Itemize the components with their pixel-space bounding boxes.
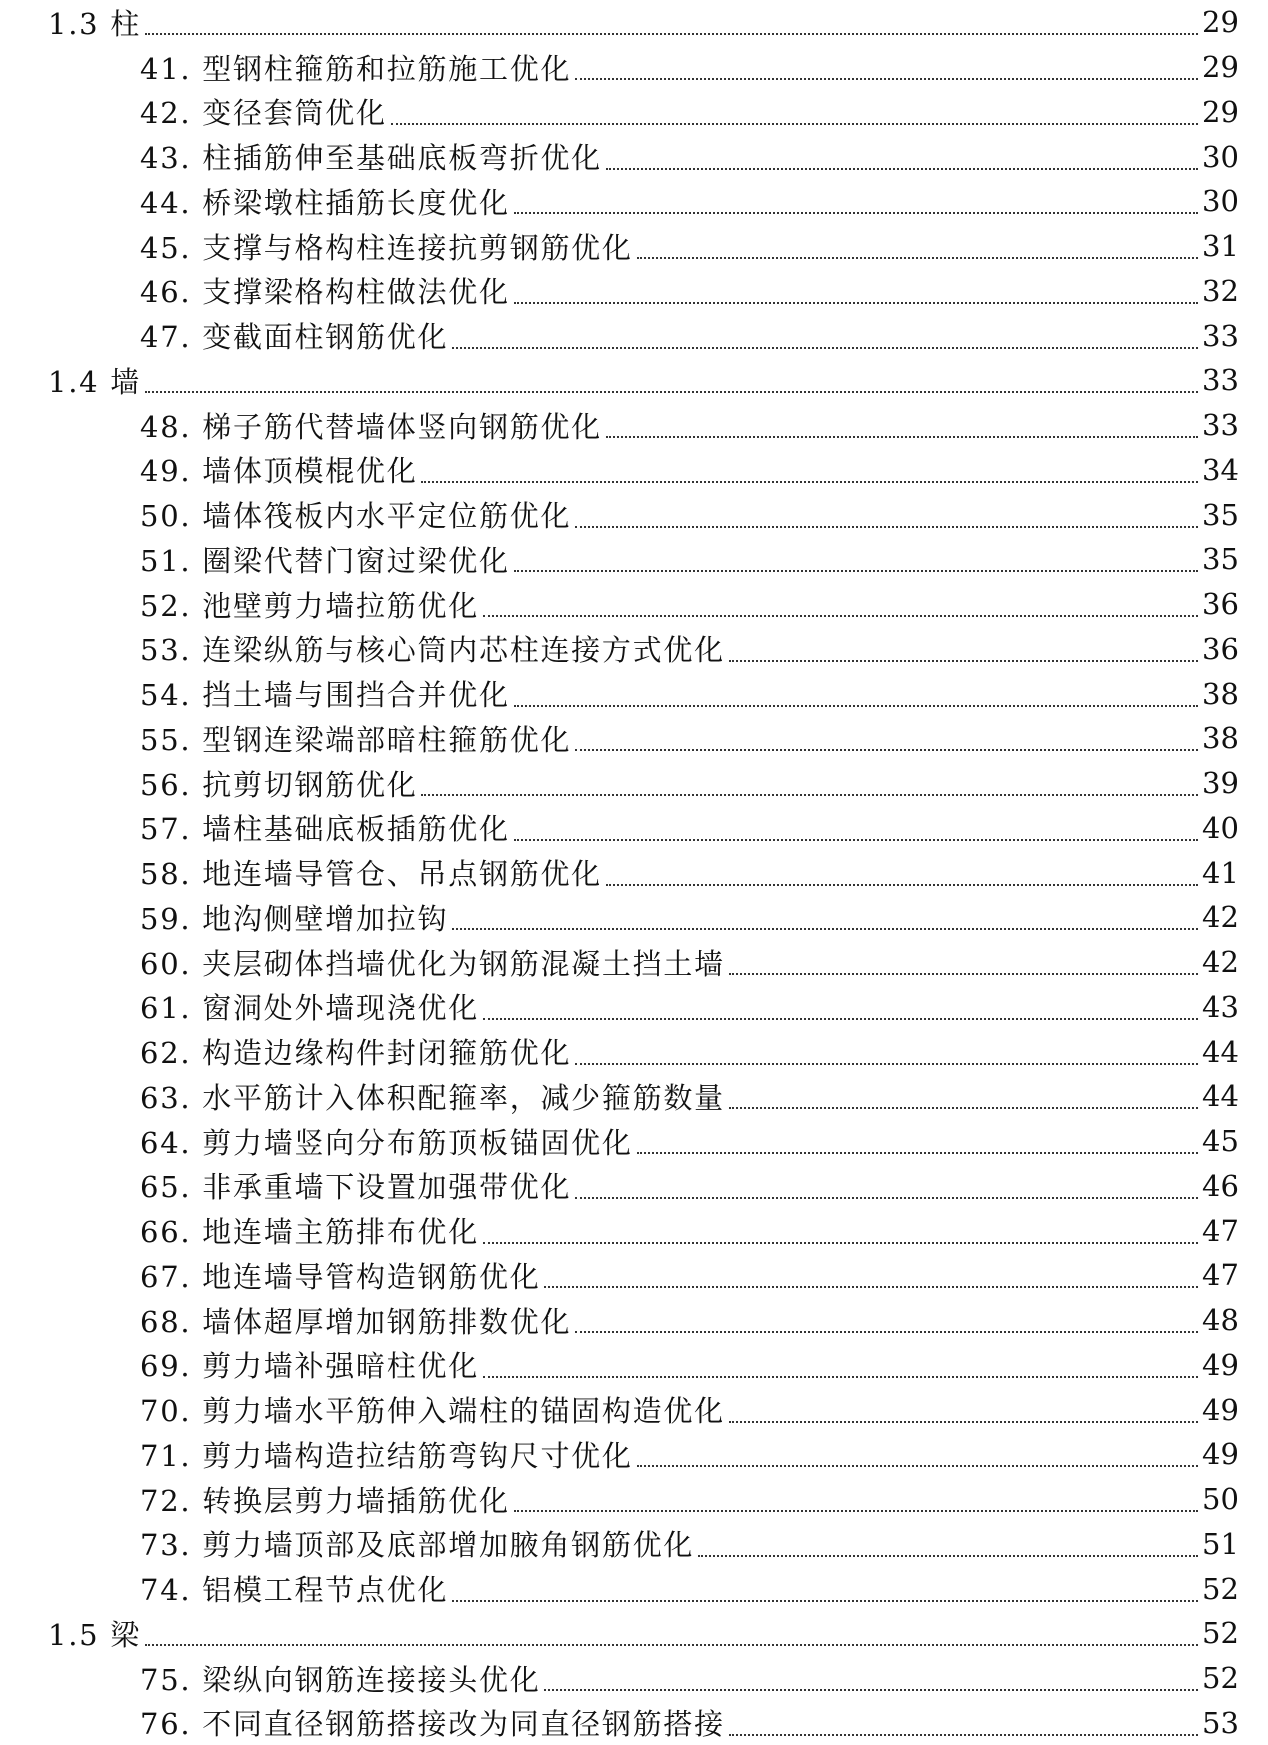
toc-page-number: 53 (1202, 1706, 1238, 1740)
toc-page-number: 36 (1202, 632, 1238, 666)
dot-leader (421, 457, 1198, 483)
toc-page-number: 44 (1202, 1035, 1238, 1069)
toc-page-number: 29 (1202, 50, 1238, 84)
toc-page-number: 38 (1202, 721, 1238, 755)
dot-leader (729, 1397, 1198, 1423)
toc-page-number: 42 (1202, 945, 1238, 979)
toc-item-entry[interactable] (0, 403, 1268, 448)
toc-page-number: 48 (1202, 1303, 1238, 1337)
toc-item-entry[interactable] (0, 1074, 1268, 1119)
toc-section-entry[interactable] (0, 1611, 1268, 1656)
toc-entry-title: 45. 支撑与格构柱连接抗剪钢筋优化 (140, 226, 633, 267)
dot-leader (452, 1576, 1198, 1602)
toc-item-entry[interactable] (0, 1566, 1268, 1611)
toc-item-entry[interactable] (0, 492, 1268, 537)
toc-item-entry[interactable] (0, 1208, 1268, 1253)
toc-item-entry[interactable] (0, 985, 1268, 1030)
toc-item-entry[interactable] (0, 671, 1268, 716)
dot-leader (145, 9, 1198, 35)
toc-entry-title: 48. 梯子筋代替墙体竖向钢筋优化 (140, 405, 602, 446)
toc-entry-title: 69. 剪力墙补强暗柱优化 (140, 1344, 479, 1385)
dot-leader (514, 188, 1198, 214)
dot-leader (483, 591, 1198, 617)
dot-leader (575, 1039, 1198, 1065)
toc-page-number: 33 (1202, 363, 1238, 397)
toc-page-number: 50 (1202, 1482, 1238, 1516)
toc-item-entry[interactable] (0, 627, 1268, 672)
toc-item-entry[interactable] (0, 1029, 1268, 1074)
toc-entry-title: 41. 型钢柱箍筋和拉筋施工优化 (140, 47, 571, 88)
toc-page-number: 32 (1202, 274, 1238, 308)
toc-entry-title: 51. 圈梁代替门窗过梁优化 (140, 539, 510, 580)
toc-page-number: 43 (1202, 990, 1238, 1024)
toc-item-entry[interactable] (0, 90, 1268, 135)
toc-page-number: 49 (1202, 1348, 1238, 1382)
toc-item-entry[interactable] (0, 179, 1268, 224)
toc-item-entry[interactable] (0, 1343, 1268, 1388)
dot-leader (575, 54, 1198, 80)
dot-leader (514, 1486, 1198, 1512)
dot-leader (637, 1128, 1198, 1154)
toc-entry-title: 64. 剪力墙竖向分布筋顶板锚固优化 (140, 1121, 633, 1162)
dot-leader (606, 860, 1198, 886)
toc-entry-title: 49. 墙体顶模棍优化 (140, 449, 417, 490)
dot-leader (729, 636, 1198, 662)
toc-item-entry[interactable] (0, 761, 1268, 806)
toc-page-number: 29 (1202, 5, 1238, 39)
dot-leader (145, 1620, 1198, 1646)
toc-item-entry[interactable] (0, 45, 1268, 90)
toc-page-number: 29 (1202, 95, 1238, 129)
toc-entry-title: 47. 变截面柱钢筋优化 (140, 315, 448, 356)
toc-entry-title: 63. 水平筋计入体积配箍率，减少箍筋数量 (140, 1076, 725, 1117)
dot-leader (514, 681, 1198, 707)
toc-section-entry[interactable] (0, 358, 1268, 403)
toc-section-entry[interactable] (0, 0, 1268, 45)
toc-item-entry[interactable] (0, 1253, 1268, 1298)
toc-page-number: 36 (1202, 587, 1238, 621)
dot-leader (514, 546, 1198, 572)
dot-leader (729, 1083, 1198, 1109)
toc-entry-title: 50. 墙体筏板内水平定位筋优化 (140, 494, 571, 535)
toc-entry-title: 59. 地沟侧壁增加拉钩 (140, 897, 448, 938)
toc-page-number: 30 (1202, 184, 1238, 218)
toc-item-entry[interactable] (0, 1119, 1268, 1164)
toc-item-entry[interactable] (0, 1522, 1268, 1567)
toc-entry-title: 65. 非承重墙下设置加强带优化 (140, 1165, 571, 1206)
toc-page-number: 52 (1202, 1616, 1238, 1650)
toc-page-number: 40 (1202, 811, 1238, 845)
toc-item-entry[interactable] (0, 1701, 1268, 1745)
dot-leader (575, 1173, 1198, 1199)
toc-entry-title: 46. 支撑梁格构柱做法优化 (140, 270, 510, 311)
dot-leader (575, 502, 1198, 528)
toc-page-number: 45 (1202, 1124, 1238, 1158)
toc-item-entry[interactable] (0, 537, 1268, 582)
dot-leader (637, 233, 1198, 259)
toc-page-number: 51 (1202, 1527, 1238, 1561)
toc-entry-title: 52. 池壁剪力墙拉筋优化 (140, 584, 479, 625)
toc-item-entry[interactable] (0, 224, 1268, 269)
dot-leader (421, 770, 1198, 796)
dot-leader (575, 1307, 1198, 1333)
toc-entry-title: 68. 墙体超厚增加钢筋排数优化 (140, 1300, 571, 1341)
toc-entry-title: 54. 挡土墙与围挡合并优化 (140, 673, 510, 714)
toc-item-entry[interactable] (0, 806, 1268, 851)
toc-item-entry[interactable] (0, 1298, 1268, 1343)
toc-page-number: 33 (1202, 319, 1238, 353)
dot-leader (544, 1665, 1198, 1691)
dot-leader (606, 412, 1198, 438)
toc-item-entry[interactable] (0, 1656, 1268, 1701)
dot-leader (637, 1441, 1198, 1467)
toc-item-entry[interactable] (0, 940, 1268, 985)
toc-entry-title: 61. 窗洞处外墙现浇优化 (140, 986, 479, 1027)
toc-entry-title: 76. 不同直径钢筋搭接改为同直径钢筋搭接 (140, 1702, 725, 1743)
toc-entry-title: 44. 桥梁墩柱插筋长度优化 (140, 181, 510, 222)
toc-entry-title: 1.4 墙 (48, 360, 141, 401)
toc-page-number: 49 (1202, 1393, 1238, 1427)
toc-page-number: 30 (1202, 140, 1238, 174)
toc-page-number: 42 (1202, 900, 1238, 934)
toc-entry-title: 66. 地连墙主筋排布优化 (140, 1210, 479, 1251)
toc-item-entry[interactable] (0, 582, 1268, 627)
toc-page-number: 46 (1202, 1169, 1238, 1203)
toc-page-number: 52 (1202, 1661, 1238, 1695)
toc-page-number: 41 (1202, 856, 1238, 890)
toc-entry-title: 53. 连梁纵筋与核心筒内芯柱连接方式优化 (140, 628, 725, 669)
toc-item-entry[interactable] (0, 313, 1268, 358)
toc-item-entry[interactable] (0, 134, 1268, 179)
toc-item-entry[interactable] (0, 716, 1268, 761)
dot-leader (729, 949, 1198, 975)
toc-entry-title: 60. 夹层砌体挡墙优化为钢筋混凝土挡土墙 (140, 942, 725, 983)
toc-page-number: 49 (1202, 1437, 1238, 1471)
toc-item-entry[interactable] (0, 1164, 1268, 1209)
dot-leader (575, 725, 1198, 751)
toc-entry-title: 43. 柱插筋伸至基础底板弯折优化 (140, 136, 602, 177)
toc-item-entry[interactable] (0, 850, 1268, 895)
toc-page-number: 34 (1202, 453, 1238, 487)
toc-page-number: 33 (1202, 408, 1238, 442)
toc-page-number: 35 (1202, 498, 1238, 532)
dot-leader (698, 1531, 1198, 1557)
toc-entry-title: 1.3 柱 (48, 2, 141, 43)
toc-entry-title: 70. 剪力墙水平筋伸入端柱的锚固构造优化 (140, 1389, 725, 1430)
toc-entry-title: 71. 剪力墙构造拉结筋弯钩尺寸优化 (140, 1434, 633, 1475)
toc-entry-title: 75. 梁纵向钢筋连接接头优化 (140, 1658, 540, 1699)
dot-leader (483, 1218, 1198, 1244)
dot-leader (729, 1710, 1198, 1736)
toc-item-entry[interactable] (0, 1432, 1268, 1477)
toc-page-number: 47 (1202, 1214, 1238, 1248)
toc-page-number: 39 (1202, 766, 1238, 800)
dot-leader (483, 1352, 1198, 1378)
toc-entry-title: 42. 变径套筒优化 (140, 91, 387, 132)
toc-entry-title: 67. 地连墙导管构造钢筋优化 (140, 1255, 540, 1296)
toc-entry-title: 58. 地连墙导管仓、吊点钢筋优化 (140, 852, 602, 893)
dot-leader (391, 99, 1198, 125)
toc-entry-title: 74. 铝模工程节点优化 (140, 1568, 448, 1609)
toc-entry-title: 56. 抗剪切钢筋优化 (140, 763, 417, 804)
dot-leader (452, 904, 1198, 930)
toc-page-number: 31 (1202, 229, 1238, 263)
toc-item-entry[interactable] (0, 448, 1268, 493)
toc-page-number: 35 (1202, 542, 1238, 576)
dot-leader (514, 278, 1198, 304)
toc-item-entry[interactable] (0, 1477, 1268, 1522)
toc-page-number: 44 (1202, 1079, 1238, 1113)
toc-item-entry[interactable] (0, 269, 1268, 314)
dot-leader (606, 144, 1198, 170)
dot-leader (514, 815, 1198, 841)
toc-entry-title: 1.5 梁 (48, 1613, 141, 1654)
toc-page-number: 52 (1202, 1572, 1238, 1606)
toc-entry-title: 55. 型钢连梁端部暗柱箍筋优化 (140, 718, 571, 759)
toc-page-number: 38 (1202, 677, 1238, 711)
dot-leader (483, 994, 1198, 1020)
toc-entry-title: 73. 剪力墙顶部及底部增加腋角钢筋优化 (140, 1523, 694, 1564)
dot-leader (452, 323, 1198, 349)
toc-entry-title: 62. 构造边缘构件封闭箍筋优化 (140, 1031, 571, 1072)
toc-item-entry[interactable] (0, 1387, 1268, 1432)
toc-page-number: 47 (1202, 1258, 1238, 1292)
toc-item-entry[interactable] (0, 895, 1268, 940)
toc-entry-title: 72. 转换层剪力墙插筋优化 (140, 1479, 510, 1520)
dot-leader (544, 1262, 1198, 1288)
dot-leader (145, 367, 1198, 393)
toc-entry-title: 57. 墙柱基础底板插筋优化 (140, 807, 510, 848)
